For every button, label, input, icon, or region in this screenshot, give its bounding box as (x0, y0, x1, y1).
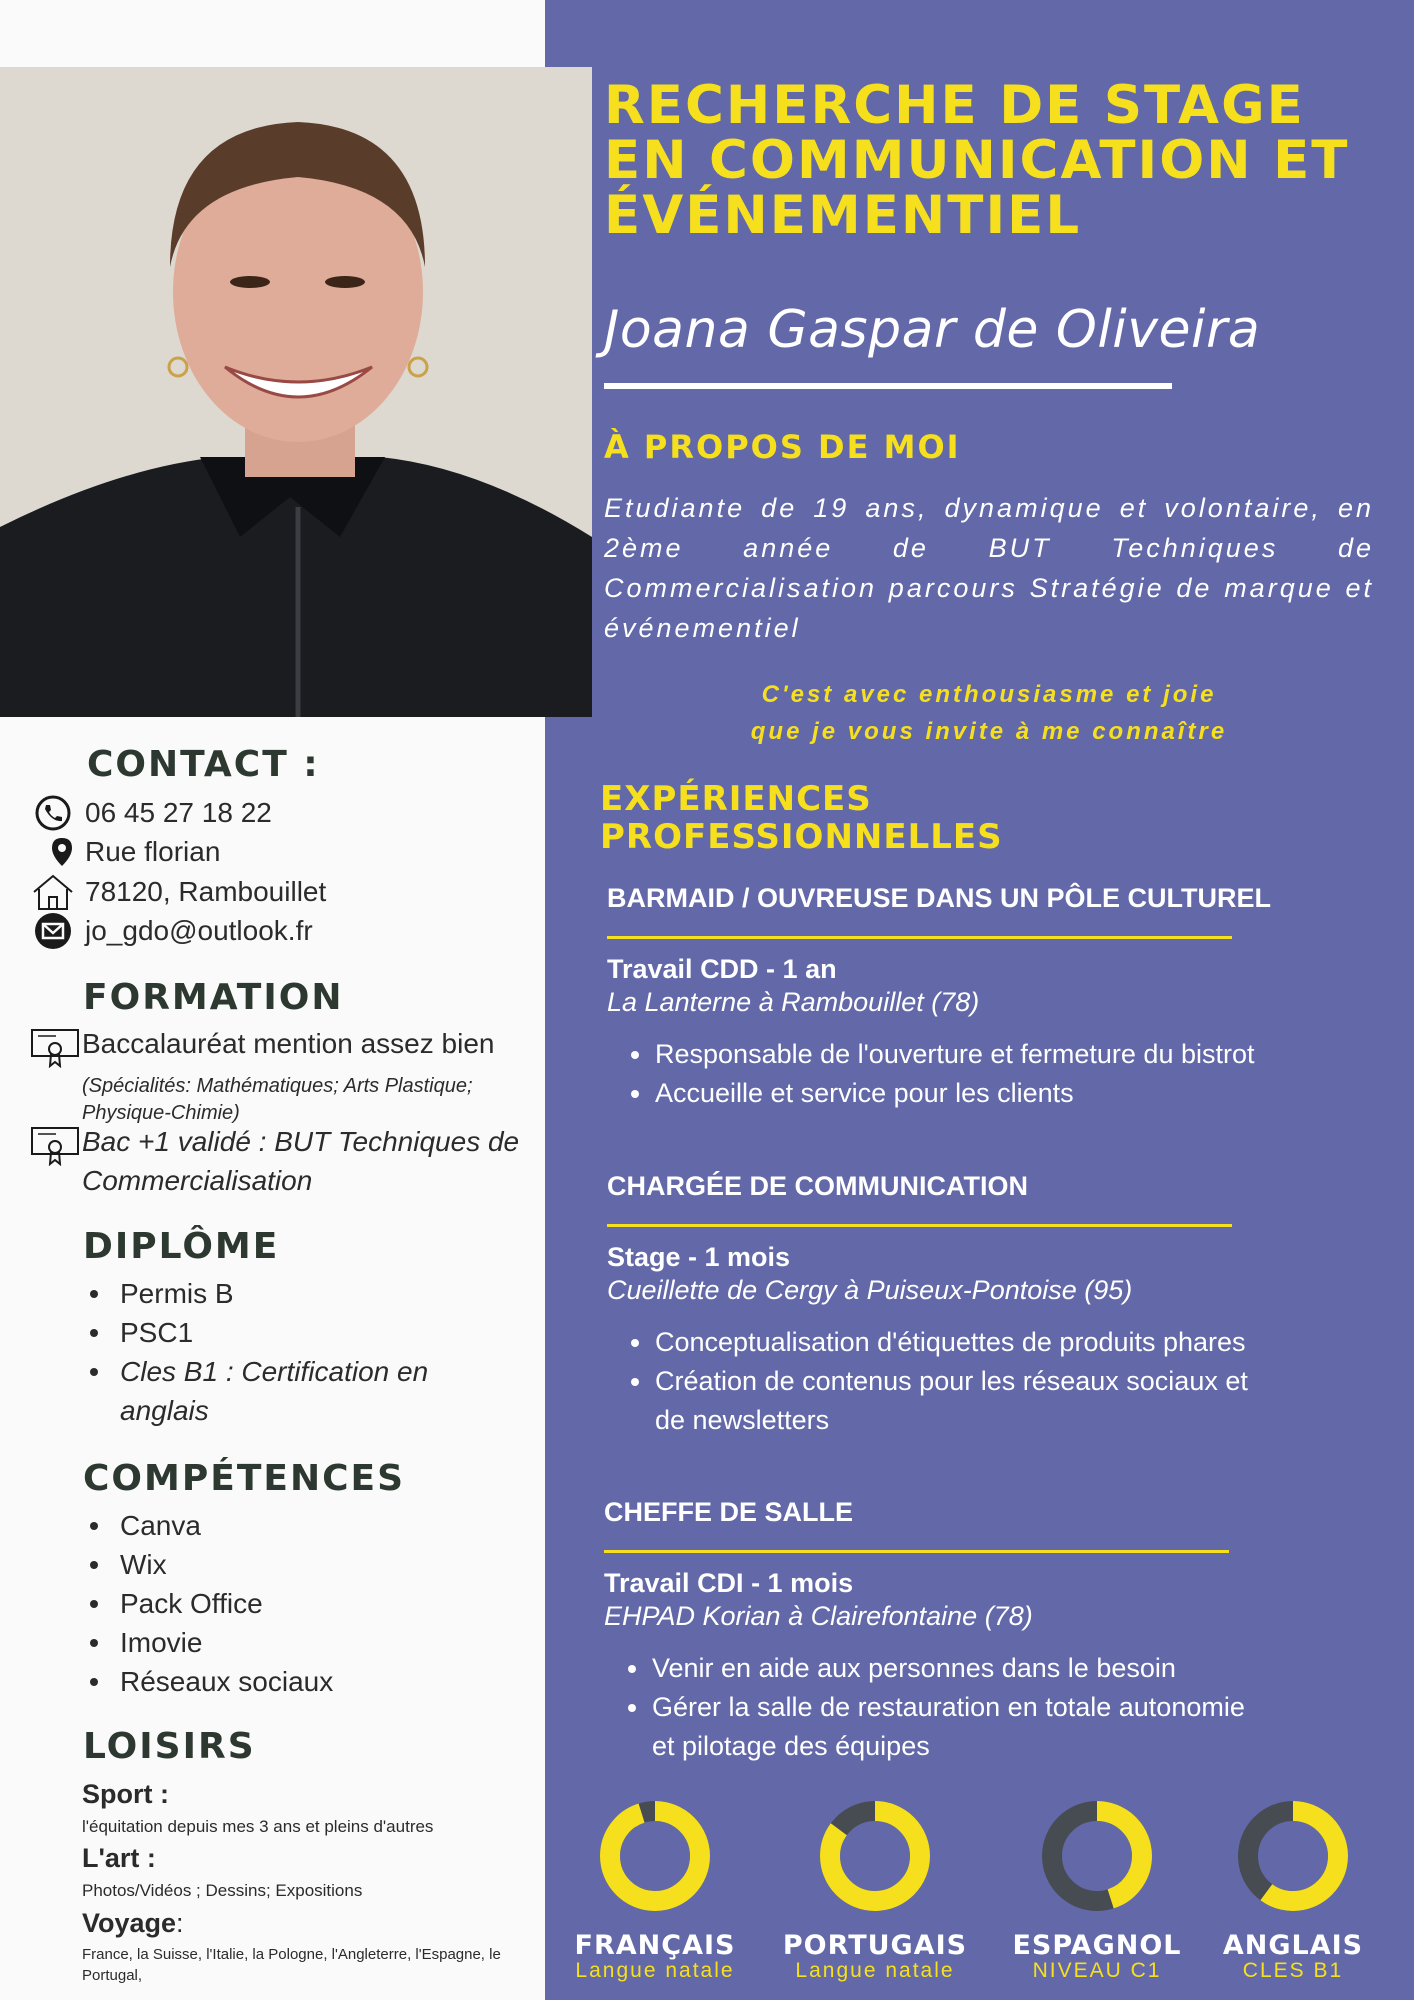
job-tasks (634, 1649, 1274, 1766)
list-item: Gérer la salle de restauration en totale autonomie et pilotage des équipes (634, 1688, 1274, 1766)
hobby-voyage-colon: : (176, 1908, 184, 1938)
job-divider (607, 1224, 1232, 1227)
job-tasks (637, 1323, 1277, 1440)
experience-heading-line: EXPÉRIENCES (600, 779, 872, 819)
list-item: Responsable de l'ouverture et fermeture du bistrot (637, 1035, 1277, 1074)
job-entry (607, 1170, 1367, 1440)
hobby-art-title: L'art : (82, 1843, 156, 1873)
experience-heading (600, 780, 1200, 856)
list-item: Canva (90, 1506, 510, 1545)
house-icon (30, 872, 75, 912)
language-name: ANGLAIS (1222, 1930, 1364, 1961)
tagline-line: C'est avec enthousiasme et joie (761, 681, 1217, 708)
loisirs-heading: LOISIRS (83, 1726, 256, 1767)
hobby-voyage-text: France, la Suisse, l'Italie, la Pologne, l'Angleterre, l'Espagne, le Portugal, (82, 1946, 501, 1984)
contact-city (30, 872, 326, 912)
language-english (1198, 1796, 1388, 1983)
about-heading: À PROPOS DE MOI (604, 428, 961, 466)
phone-number: 06 45 27 18 22 (85, 797, 272, 828)
language-ring (815, 1796, 935, 1916)
location-pin-icon (30, 832, 75, 872)
list-item: Permis B (90, 1274, 510, 1313)
list-item: Création de contenus pour les réseaux sociaux et de newsletters (637, 1362, 1277, 1440)
contact-email (30, 911, 313, 951)
list-item: Accueille et service pour les clients (637, 1074, 1277, 1113)
contact-phone (30, 793, 272, 833)
job-title: CHEFFE DE SALLE (604, 1497, 854, 1527)
language-name: FRANÇAIS (574, 1930, 736, 1961)
job-divider (607, 936, 1232, 939)
list-item: Venir en aide aux personnes dans le besoin (634, 1649, 1274, 1688)
job-place: La Lanterne à Rambouillet (78) (607, 987, 980, 1017)
list-item: Imovie (90, 1623, 510, 1662)
formation-title: Baccalauréat mention assez bien (82, 1028, 495, 1059)
hobby-voyage-label: Voyage (82, 1908, 177, 1938)
diplome-heading: DIPLÔME (83, 1226, 280, 1267)
phone-icon (30, 793, 75, 833)
job-entry (604, 1496, 1364, 1766)
diplome-list (90, 1274, 510, 1430)
hobby-art-text: Photos/Vidéos ; Dessins; Expositions (82, 1881, 363, 1900)
profile-photo (0, 67, 592, 717)
job-title: BARMAID / OUVREUSE DANS UN PÔLE CULTUREL (607, 883, 1272, 913)
language-ring (1037, 1796, 1157, 1916)
formation-item (30, 1024, 530, 1127)
email-icon (30, 911, 75, 951)
list-item: Pack Office (90, 1584, 510, 1623)
job-place: Cueillette de Cergy à Puiseux-Pontoise (95) (607, 1275, 1133, 1305)
hobby-voyage-title (82, 1908, 184, 1939)
language-french (560, 1796, 750, 1983)
job-type: Travail CDD - 1 an (607, 954, 837, 984)
diploma-icon (30, 1122, 82, 1200)
job-entry (607, 882, 1367, 1113)
list-item: PSC1 (90, 1313, 510, 1352)
formation-item (30, 1122, 530, 1200)
list-item: Wix (90, 1545, 510, 1584)
language-level: Langue natale (575, 1959, 735, 1982)
tagline (604, 676, 1374, 750)
job-type: Travail CDI - 1 mois (604, 1568, 854, 1598)
job-place: EHPAD Korian à Clairefontaine (78) (604, 1601, 1033, 1631)
hobby-sport-text: l'équitation depuis mes 3 ans et pleins d'autres (82, 1817, 434, 1836)
job-title: CHARGÉE DE COMMUNICATION (607, 1171, 1028, 1201)
tagline-line: que je vous invite à me connaître (750, 718, 1228, 745)
formation-detail: Physique-Chimie) (82, 1102, 240, 1124)
contact-street (30, 832, 220, 872)
language-ring (595, 1796, 715, 1916)
language-name: ESPAGNOL (1012, 1930, 1182, 1961)
contact-heading: CONTACT : (87, 744, 320, 785)
competences-heading: COMPÉTENCES (83, 1458, 406, 1499)
language-level: NIVEAU C1 (1032, 1959, 1162, 1982)
formation-detail: (Spécialités: Mathématiques; Arts Plastique; (82, 1075, 473, 1097)
name-divider (604, 383, 1172, 389)
candidate-name: Joana Gaspar de Oliveira (604, 300, 1261, 360)
hobby-sport-title: Sport : (82, 1779, 169, 1809)
street-address: Rue florian (85, 836, 221, 867)
language-level: Langue natale (795, 1959, 955, 1982)
job-divider (604, 1550, 1229, 1553)
language-ring (1233, 1796, 1353, 1916)
job-type: Stage - 1 mois (607, 1242, 791, 1272)
job-tasks (637, 1035, 1277, 1113)
email-address: jo_gdo@outlook.fr (85, 915, 313, 946)
language-name: PORTUGAIS (782, 1930, 968, 1961)
formation-title: Commercialisation (82, 1165, 313, 1196)
city-address: 78120, Rambouillet (85, 876, 327, 907)
list-item: Conceptualisation d'étiquettes de produits phares (637, 1323, 1277, 1362)
language-level: CLES B1 (1242, 1959, 1344, 1982)
about-text: Etudiante de 19 ans, dynamique et volontaire, en 2ème année de BUT Techniques de Commercialisation parcours Stratégie de marque et événementiel (604, 493, 1374, 643)
page-title: RECHERCHE DE STAGE EN COMMUNICATION ET ÉVÉNEMENTIEL (604, 75, 1350, 246)
formation-title: Bac +1 validé : BUT Techniques de (82, 1126, 520, 1157)
formation-heading: FORMATION (83, 977, 344, 1018)
list-item: Réseaux sociaux (90, 1662, 510, 1701)
experience-heading-line: PROFESSIONNELLES (600, 817, 1003, 857)
list-item: Cles B1 : Certification en anglais (90, 1352, 510, 1430)
language-portuguese (780, 1796, 970, 1983)
language-spanish (1002, 1796, 1192, 1983)
diploma-icon (30, 1024, 82, 1073)
competences-list (90, 1506, 510, 1701)
